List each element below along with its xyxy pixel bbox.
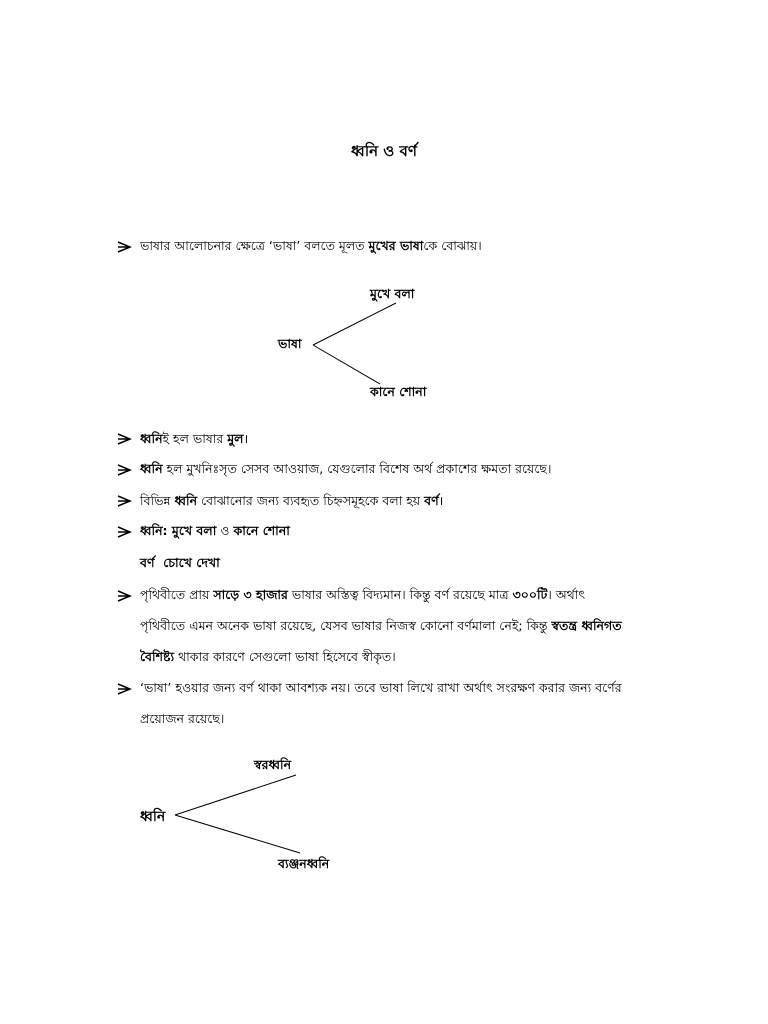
bullet-letter-see: বর্ণ চোখে দেখা bbox=[140, 555, 220, 570]
diagram2-branch-top bbox=[175, 775, 296, 815]
diagram2-bottom-label: ব্যঞ্জনধ্বনি bbox=[278, 856, 330, 871]
paragraph-letters-necessity-line2: প্রয়োজন রয়েছে। bbox=[140, 711, 225, 726]
diagram1-branch-bottom bbox=[313, 345, 380, 384]
diagram1-top-label: মুখে বলা bbox=[370, 286, 415, 301]
diagram2-branch-bottom bbox=[175, 815, 300, 853]
bullet-arrow-icon bbox=[117, 495, 133, 507]
diagram1-root-label: ভাষা bbox=[278, 336, 302, 351]
page-title: ধ্বনি ও বর্ণ bbox=[351, 142, 417, 160]
paragraph-letters-necessity-line1: ‘ভাষা’ হওয়ার জন্য বর্ণ থাকা আবশ্যক নয়। তবে ভাষা লিখে রাখা অর্থাৎ সংরক্ষণ করার জন্য বর্ণের bbox=[140, 680, 622, 695]
bullet-arrow-icon bbox=[117, 464, 133, 476]
bullet-sound-is-root: ধ্বনিই হল ভাষার মুল। bbox=[140, 431, 249, 446]
bullet-arrow-icon bbox=[117, 590, 133, 602]
paragraph-language-definition: ভাষার আলোচনার ক্ষেত্রে ‘ভাষা’ বলতে মূলত মুখের ভাষাকে বোঝায়। bbox=[140, 238, 482, 253]
bullet-sound-definition: ধ্বনি হল মুখনিঃসৃত সেসব আওয়াজ, যেগুলোর বিশেষ অর্থ প্রকাশের ক্ষমতা রয়েছে। bbox=[140, 461, 552, 476]
bullet-letter-definition: বিভিন্ন ধ্বনি বোঝানোর জন্য ব্যবহৃত চিহ্নসমূহকে বলা হয় বর্ণ। bbox=[140, 493, 444, 508]
diagram1-branch-top bbox=[313, 303, 396, 345]
paragraph-world-languages-line1: পৃথিবীতে প্রায় সাড়ে ৩ হাজার ভাষার অস্তিত্ব বিদ্যমান। কিন্তু বর্ণ রয়েছে মাত্র ৩০০টি। অর্থাৎ bbox=[140, 587, 586, 602]
bullet-arrow-icon bbox=[117, 241, 133, 253]
bullet-arrow-icon bbox=[117, 433, 133, 445]
diagram2-root-label: ধ্বনি bbox=[140, 809, 166, 825]
diagram1-bottom-label: কানে শোনা bbox=[370, 384, 427, 399]
bullet-sound-speak-hear: ধ্বনি: মুখে বলা ও কানে শোনা bbox=[140, 523, 290, 538]
paragraph-world-languages-line3: বৈশিষ্ট্য থাকার কারণে সেগুলো ভাষা হিসেবে স্বীকৃত। bbox=[140, 649, 396, 664]
paragraph-world-languages-line2: পৃথিবীতে এমন অনেক ভাষা রয়েছে, যেসব ভাষার নিজস্ব কোনো বর্ণমালা নেই; কিন্তু স্বতন্ত্র ধ্বনিগত bbox=[140, 618, 622, 633]
bullet-arrow-icon bbox=[117, 683, 133, 695]
bullet-arrow-icon bbox=[117, 526, 133, 538]
diagram2-top-label: স্বরধ্বনি bbox=[254, 757, 292, 772]
